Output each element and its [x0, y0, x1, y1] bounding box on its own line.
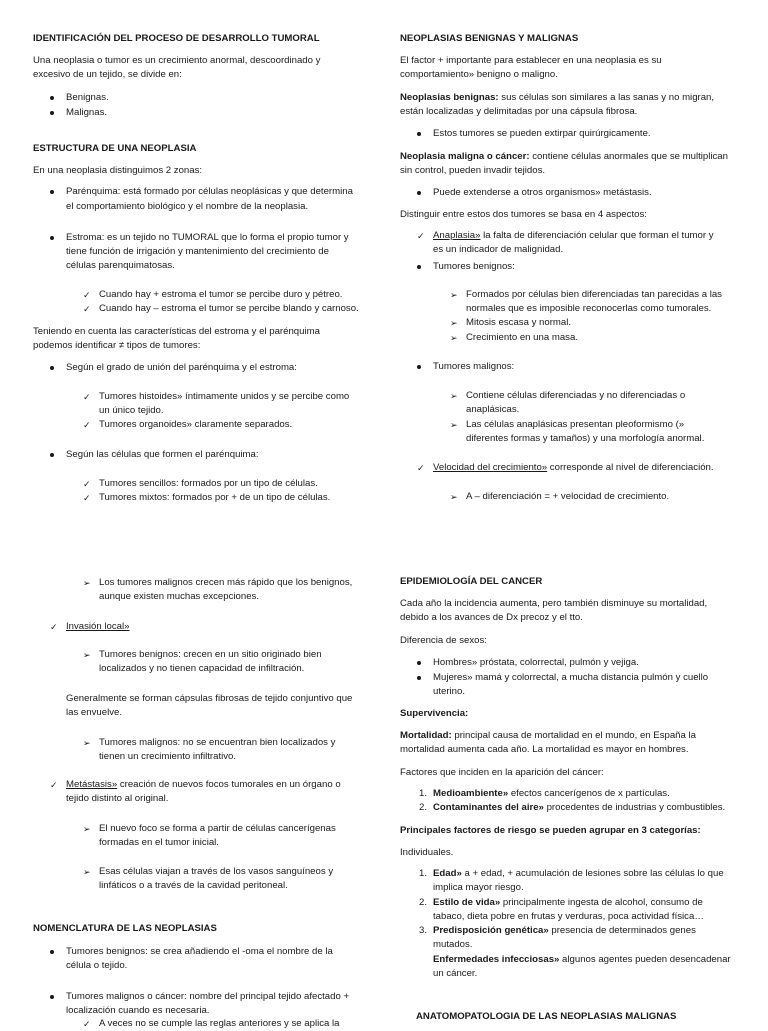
- list-item: formadas en el tumor inicial.: [99, 837, 219, 848]
- text: presencia de determinados genes: [548, 925, 696, 936]
- bullet-icon: [50, 111, 54, 115]
- heading-nomenclatura: NOMENCLATURA DE LAS NEOPLASIAS: [33, 923, 217, 934]
- list-item: [433, 801, 725, 815]
- list-item: tabaco, dieta pobre en frutas y verduras, poca actividad física…: [433, 911, 704, 922]
- metastasis-term: Metástasis»: [66, 779, 118, 790]
- list-item: implica mayor riesgo.: [433, 882, 524, 893]
- list-item: Tumores benignos: se crea añadiendo el -oma el nombre de la: [66, 946, 333, 957]
- arrow-icon: ➢: [450, 492, 458, 502]
- bold-term: Estilo de vida»: [433, 897, 501, 908]
- bold-term: Edad»: [433, 868, 462, 879]
- paragraph: excesivo de un tejido, se divide en:: [33, 69, 182, 80]
- check-icon: ✓: [50, 622, 58, 632]
- list-item: Estos tumores se pueden extirpar quirúrgicamente.: [433, 128, 651, 139]
- list-item: Tumores organoides» claramente separados.: [99, 419, 293, 430]
- arrow-icon: ➢: [450, 290, 458, 300]
- bullet-icon: [417, 191, 421, 195]
- text: procedentes de industrias y combustibles.: [543, 802, 726, 813]
- list-item: Mujeres» mamá y colorrectal, a mucha distancia pulmón y cuello: [433, 672, 709, 683]
- list-item: normales que es imposible reconocerlas como tumorales.: [466, 303, 712, 314]
- paragraph: comportamiento» benigno o maligno.: [400, 69, 558, 80]
- paragraph: En una neoplasia distinguimos 2 zonas:: [33, 165, 203, 176]
- text: sus células son similares a las sanas y no migran,: [498, 92, 715, 103]
- bold-term: Mortalidad:: [400, 730, 452, 741]
- arrow-icon: ➢: [83, 867, 91, 877]
- list-item: [433, 867, 724, 881]
- list-item: Cuando hay – estroma el tumor se percibe blando y carnoso.: [99, 303, 359, 314]
- list-item: célula o tejido.: [66, 960, 128, 971]
- paragraph: Individuales.: [400, 847, 454, 858]
- invasion-local-heading: Invasión local»: [66, 621, 130, 632]
- paragraph: las envuelve.: [66, 707, 122, 718]
- list-item: Según el grado de unión del parénquima y el estroma:: [66, 362, 297, 373]
- paragraph: El factor + importante para establecer en una neoplasia es su: [400, 55, 662, 66]
- bullet-icon: [50, 453, 54, 457]
- heading-neoplasias: NEOPLASIAS BENIGNAS Y MALIGNAS: [400, 33, 579, 44]
- list-item: Parénquima: está formado por células neoplásicas y que determina: [66, 186, 353, 197]
- bold-term: Medioambiente»: [433, 788, 509, 799]
- paragraph: Diferencia de sexos:: [400, 635, 487, 646]
- bullet-icon: [50, 366, 54, 370]
- heading-anatomopatologia: ANATOMOPATOLOGIA DE LAS NEOPLASIAS MALIGNAS: [416, 1011, 677, 1022]
- list-item: Esas células viajan a través de los vasos sanguíneos y: [99, 866, 334, 877]
- list-item: Puede extenderse a otros organismos» metástasis.: [433, 187, 652, 198]
- velocidad-term: Velocidad del crecimiento»: [433, 462, 548, 473]
- bold-term: Contaminantes del aire»: [433, 802, 544, 813]
- list-item: Según las células que formen el parénquima:: [66, 449, 259, 460]
- bullet-icon: [50, 236, 54, 240]
- list-item: [433, 461, 714, 475]
- check-icon: ✓: [83, 479, 91, 489]
- paragraph: debido a los avances de Dx precoz y el tto.: [400, 612, 583, 623]
- factores-heading: Principales factores de riesgo se pueden agrupar en 3 categorías:: [400, 825, 701, 836]
- arrow-icon: ➢: [83, 824, 91, 834]
- list-item: es un indicador de malignidad.: [433, 244, 564, 255]
- check-icon: ✓: [83, 420, 91, 430]
- list-item: localización cuando es necesaria.: [66, 1005, 210, 1016]
- arrow-icon: ➢: [450, 420, 458, 430]
- list-item: células parenquimatosas.: [66, 260, 175, 271]
- check-icon: ✓: [83, 290, 91, 300]
- list-item: A veces no se cumple las reglas anteriores y se aplica la: [99, 1018, 340, 1029]
- list-item: Estroma: es un tejido no TUMORAL que lo forma el propio tumor y: [66, 232, 349, 243]
- list-item: [433, 924, 696, 938]
- list-item: Tumores mixtos: formados por + de un tipo de células.: [99, 492, 331, 503]
- list-item: Crecimiento en una masa.: [466, 332, 578, 343]
- bullet-icon: [50, 995, 54, 999]
- list-item: tiene función de irrigación y mantenimiento del crecimiento de: [66, 246, 329, 257]
- paragraph: sin control, pueden invadir tejidos.: [400, 165, 546, 176]
- list-item: A – diferenciación = + velocidad de crecimiento.: [466, 491, 670, 502]
- paragraph: Generalmente se forman cápsulas fibrosas de tejido conjuntivo que: [66, 693, 353, 704]
- bold-term: Neoplasia maligna o cáncer:: [400, 151, 530, 162]
- list-item: [66, 778, 341, 792]
- list-item: un cáncer.: [433, 968, 478, 979]
- list-item: Tumores sencillos: formados por un tipo de células.: [99, 478, 318, 489]
- paragraph: podemos identificar ≠ tipos de tumores:: [33, 340, 201, 351]
- text: algunos agentes pueden desencadenar: [559, 954, 731, 965]
- list-item: Mitosis escasa y normal.: [466, 317, 572, 328]
- list-item: El nuevo foco se forma a partir de células cancerígenas: [99, 823, 336, 834]
- anaplasia-term: Anaplasia»: [433, 230, 481, 241]
- arrow-icon: ➢: [83, 650, 91, 660]
- check-icon: ✓: [417, 231, 425, 241]
- list-item: Formados por células bien diferenciadas tan parecidas a las: [466, 289, 722, 300]
- bullet-icon: [417, 265, 421, 269]
- bold-term: Enfermedades infecciosas»: [433, 954, 560, 965]
- arrow-icon: ➢: [83, 578, 91, 588]
- paragraph: mortalidad aumenta cada año. La mortalidad es mayor en hombres.: [400, 744, 689, 755]
- paragraph: están localizadas y delimitadas por una cápsula fibrosa.: [400, 106, 638, 117]
- bold-term: Predisposición genética»: [433, 925, 549, 936]
- paragraph: [400, 729, 696, 743]
- heading-epidemiologia: EPIDEMIOLOGÍA DEL CANCER: [400, 576, 543, 587]
- check-icon: ✓: [83, 304, 91, 314]
- check-icon: ✓: [50, 780, 58, 790]
- list-item: aunque existen muchas excepciones.: [99, 591, 259, 602]
- list-item: Los tumores malignos crecen más rápido que los benignos,: [99, 577, 353, 588]
- text: efectos cancerígenos de x partículas.: [508, 788, 670, 799]
- list-item: Tumores malignos o cáncer: nombre del principal tejido afectado +: [66, 991, 350, 1002]
- metastasis-text: creación de nuevos focos tumorales en un órgano o: [117, 779, 341, 790]
- arrow-icon: ➢: [83, 738, 91, 748]
- text: la falta de diferenciación celular que forman el tumor y: [480, 230, 714, 241]
- supervivencia-label: Supervivencia:: [400, 708, 469, 719]
- bullet-icon: [50, 96, 54, 100]
- check-icon: ✓: [83, 392, 91, 402]
- list-item: [433, 896, 703, 910]
- text: corresponde al nivel de diferenciación.: [547, 462, 714, 473]
- list-item: el comportamiento biológico y el nombre de la neoplasia.: [66, 201, 309, 212]
- list-item: [433, 229, 714, 243]
- paragraph: Factores que inciden en la aparición del cáncer:: [400, 767, 604, 778]
- list-item: Tumores malignos: no se encuentran bien localizados y: [99, 737, 336, 748]
- bullet-icon: [417, 365, 421, 369]
- list-item: Benignas.: [66, 92, 109, 103]
- text: principalmente ingesta de alcohol, consumo de: [500, 897, 703, 908]
- bullet-icon: [50, 950, 54, 954]
- heading-estructura: ESTRUCTURA DE UNA NEOPLASIA: [33, 143, 197, 154]
- paragraph: [400, 91, 714, 105]
- heading-identificacion: IDENTIFICACIÓN DEL PROCESO DE DESARROLLO TUMORAL: [33, 33, 320, 44]
- list-item: Cuando hay + estroma el tumor se percibe duro y pétreo.: [99, 289, 343, 300]
- list-item: localizados y no tienen capacidad de infiltración.: [99, 663, 305, 674]
- list-item: [433, 953, 731, 967]
- list-item: linfáticos o a través de la cavidad peritoneal.: [99, 880, 288, 891]
- list-item: diferentes formas y tamaños) y una morfología anormal.: [466, 433, 705, 444]
- list-number: 1.: [419, 868, 428, 879]
- paragraph: [400, 150, 728, 164]
- list-item: Contiene células diferenciadas y no diferenciadas o: [466, 390, 686, 401]
- list-item: Tumores benignos:: [433, 261, 515, 272]
- list-number: 2.: [419, 897, 428, 908]
- paragraph: Distinguir entre estos dos tumores se basa en 4 aspectos:: [400, 209, 647, 220]
- bullet-icon: [417, 661, 421, 665]
- list-item: tienen un crecimiento infiltrativo.: [99, 751, 237, 762]
- bullet-icon: [50, 190, 54, 194]
- bullet-icon: [417, 676, 421, 680]
- paragraph: Teniendo en cuenta las características del estroma y el parénquima: [33, 326, 320, 337]
- list-item: anaplásicas.: [466, 404, 520, 415]
- text: contiene células anormales que se multiplican: [529, 151, 728, 162]
- list-item: [433, 787, 670, 801]
- arrow-icon: ➢: [450, 318, 458, 328]
- list-item: un único tejido.: [99, 405, 164, 416]
- text: a + edad, + acumulación de lesiones sobre las células lo que: [461, 868, 724, 879]
- list-item: Malignas.: [66, 107, 108, 118]
- list-number: 2.: [419, 802, 428, 813]
- list-number: 3.: [419, 925, 428, 936]
- list-item: Tumores malignos:: [433, 361, 515, 372]
- arrow-icon: ➢: [450, 391, 458, 401]
- list-number: 1.: [419, 788, 428, 799]
- list-item: mutados.: [433, 939, 473, 950]
- bullet-icon: [417, 132, 421, 136]
- list-item: Las células anaplásicas presentan pleoformismo (»: [466, 419, 685, 430]
- list-item: Tumores benignos: crecen en un sitio originado bien: [99, 649, 322, 660]
- check-icon: ✓: [83, 493, 91, 503]
- paragraph: Una neoplasia o tumor es un crecimiento anormal, descoordinado y: [33, 55, 321, 66]
- list-item: Hombres» próstata, colorrectal, pulmón y vejiga.: [433, 657, 639, 668]
- check-icon: ✓: [417, 463, 425, 473]
- text: principal causa de mortalidad en el mundo, en España la: [451, 730, 696, 741]
- list-item: uterino.: [433, 686, 465, 697]
- list-item: Tumores histoides» íntimamente unidos y se percibe como: [99, 391, 350, 402]
- arrow-icon: ➢: [450, 333, 458, 343]
- list-item: tejido distinto al original.: [66, 793, 169, 804]
- bold-term: Neoplasias benignas:: [400, 92, 499, 103]
- paragraph: Cada año la incidencia aumenta, pero también disminuye su mortalidad,: [400, 598, 708, 609]
- check-icon: ✓: [83, 1019, 91, 1029]
